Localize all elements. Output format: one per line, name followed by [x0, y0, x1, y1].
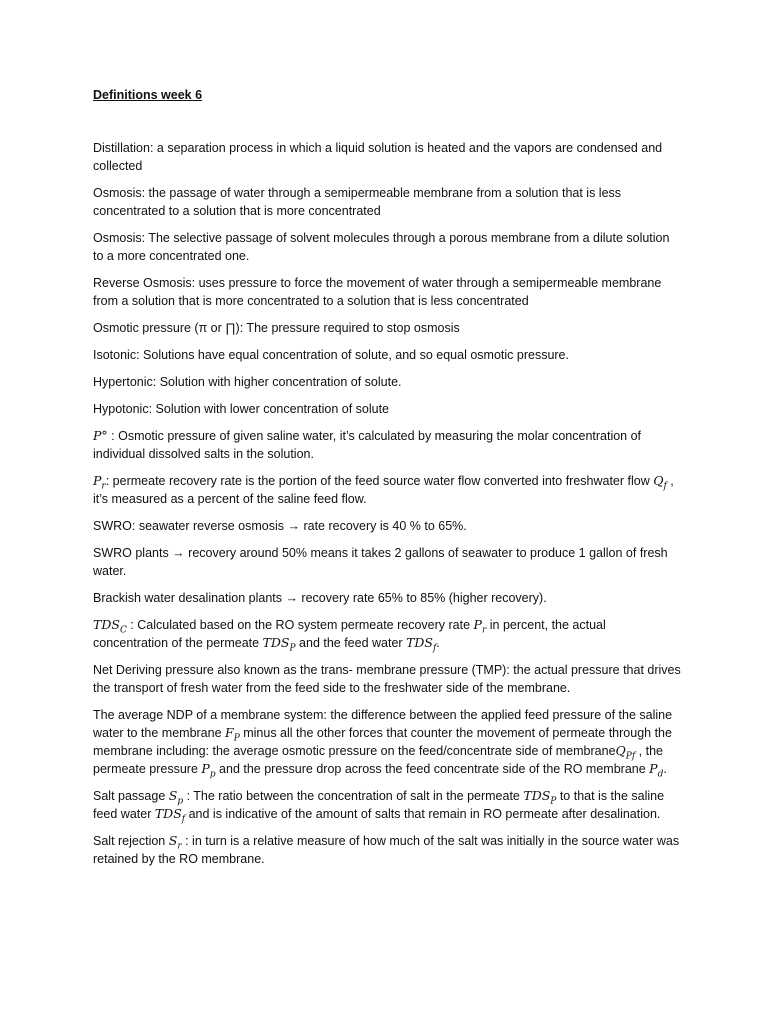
- document-title: Definitions week 6: [93, 88, 203, 102]
- definition-text: Salt passage: [93, 789, 169, 803]
- math-symbol: $P_d$: [649, 761, 664, 780]
- definition-permeate-recovery: [93, 472, 683, 508]
- definition-hypotonic: Hypotonic: Solution with lower concentration of solute: [93, 402, 389, 416]
- definition-tdsc: [93, 616, 683, 652]
- definition-text: : The ratio between the concentration of salt in the permeate: [183, 789, 524, 803]
- definition-text: and is indicative of the amount of salts that remain in RO permeate after desalination.: [185, 807, 661, 821]
- definition-text: and the pressure drop across the feed concentrate side of the RO membrane: [215, 762, 650, 776]
- definition-distillation: Distillation: a separation process in which a liquid solution is heated and the vapors are condensed and collected: [93, 141, 663, 173]
- definition-text: in percent, the actual concentration of the permeate: [93, 618, 606, 650]
- math-symbol: $P_p$: [201, 761, 216, 780]
- definition-text: The average NDP of a membrane system: the difference between the applied feed pressure of the saline water to the membrane: [93, 708, 673, 740]
- math-symbol: P°: [93, 428, 108, 443]
- definition-text: : in turn is a relative measure of how much of the salt was initially in the source water was retained by the RO membrane.: [93, 834, 680, 866]
- definition-text: , it’s measured as a percent of the saline feed flow.: [93, 474, 674, 506]
- math-symbol: $Q_f$: [653, 473, 667, 492]
- math-symbol: $Q_{Pf}$: [615, 743, 636, 762]
- definition-hypertonic: Hypertonic: Solution with higher concentration of solute.: [93, 375, 402, 389]
- definition-text: : Osmotic pressure of given saline water, it’s calculated by measuring the molar concentration of individual dissolved salts in the solution.: [93, 429, 642, 461]
- definition-reverse-osmosis: Reverse Osmosis: uses pressure to force the movement of water through a semipermeable membrane from a solution that is more concentrated to a solution that is less concentrated: [93, 276, 662, 308]
- definition-osmosis: Osmosis: the passage of water through a semipermeable membrane from a solution that is less concentrated to a solution that is more concentrated: [93, 186, 622, 218]
- definition-salt-rejection: [93, 832, 683, 868]
- definition-swro: SWRO: seawater reverse osmosis → rate recovery is 40 % to 65%.: [93, 519, 467, 533]
- math-symbol: $TDS_f$: [154, 806, 186, 825]
- definition-text: : Calculated based on the RO system permeate recovery rate: [126, 618, 474, 632]
- definition-text: : permeate recovery rate is the portion of the feed source water flow converted into freshwater flow: [105, 474, 654, 488]
- definition-text: , the permeate pressure: [93, 744, 663, 776]
- definition-isotonic: Isotonic: Solutions have equal concentration of solute, and so equal osmotic pressure.: [93, 348, 569, 362]
- document-page: [93, 86, 683, 877]
- math-symbol: $TDS_P$: [523, 788, 557, 807]
- math-symbol: $TDS_C$: [93, 617, 127, 636]
- definition-osmosis-alt: Osmosis: The selective passage of solvent molecules through a porous membrane from a dilute solution to a more concentrated one.: [93, 231, 670, 263]
- definition-text: minus all the other forces that counter the movement of permeate through the membrane including: the average osmotic pressure on the feed/concentrate side of membrane: [93, 726, 672, 758]
- definition-text: to that is the saline feed water: [93, 789, 665, 821]
- definition-p-degree: [93, 427, 683, 463]
- definition-swro-plants: SWRO plants → recovery around 50% means it takes 2 gallons of seawater to produce 1 gallon of fresh water.: [93, 546, 668, 578]
- definition-ndp: Net Deriving pressure also known as the trans- membrane pressure (TMP): the actual pressure that drives the transport of fresh water from the feed side to the freshwater side of the membrane.: [93, 663, 681, 695]
- definition-osmotic-pressure: Osmotic pressure (π or ∏): The pressure required to stop osmosis: [93, 321, 460, 335]
- definition-text: .: [436, 636, 440, 650]
- math-symbol: $TDS_f$: [406, 635, 437, 654]
- math-symbol: $TDS_P$: [262, 635, 296, 654]
- definition-text: Salt rejection: [93, 834, 169, 848]
- math-symbol: $P_r$: [93, 473, 106, 492]
- math-symbol: $P_r$: [473, 617, 487, 636]
- math-symbol: $S_p$: [168, 788, 184, 807]
- definition-text: .: [663, 762, 667, 776]
- math-symbol: $S_r$: [168, 833, 182, 852]
- definition-salt-passage: [93, 787, 683, 823]
- definition-text: and the feed water: [295, 636, 407, 650]
- math-symbol: $F_P$: [225, 725, 240, 744]
- definition-brackish: Brackish water desalination plants → recovery rate 65% to 85% (higher recovery).: [93, 591, 547, 605]
- definition-average-ndp: [93, 706, 683, 778]
